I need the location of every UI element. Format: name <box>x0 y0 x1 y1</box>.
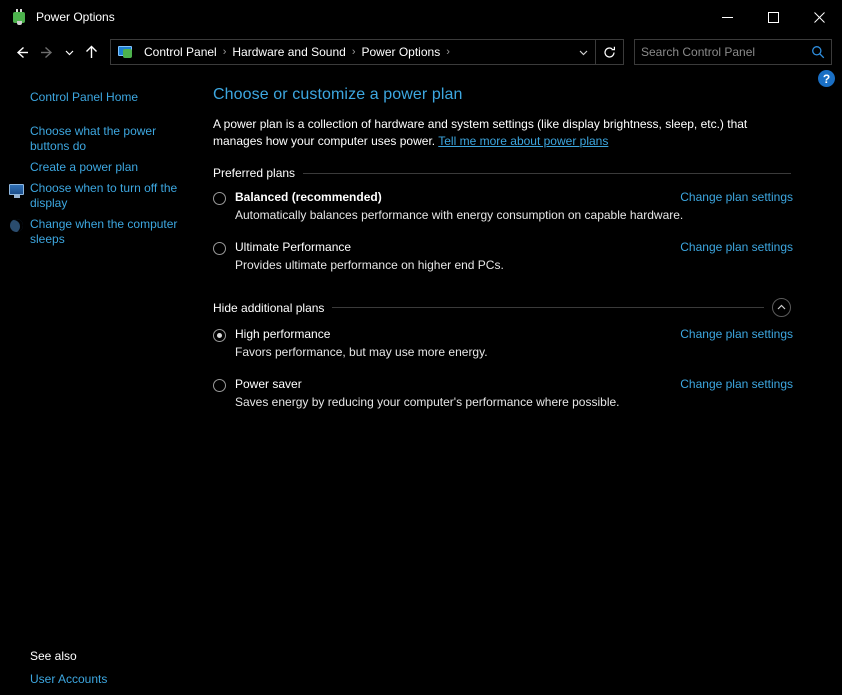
window-controls <box>704 0 842 34</box>
radio-balanced[interactable] <box>213 192 226 205</box>
power-plug-icon <box>11 9 27 25</box>
sidebar-row-power-buttons <box>0 121 213 157</box>
plan-name-ultimate-performance: Ultimate Performance <box>235 240 352 254</box>
minimize-button[interactable] <box>704 0 750 34</box>
change-plan-settings-power-saver[interactable]: Change plan settings <box>680 377 793 391</box>
preferred-plans-label: Preferred plans <box>213 166 296 180</box>
sidebar-item-user-accounts[interactable]: User Accounts <box>30 672 108 686</box>
display-icon <box>9 182 25 198</box>
breadcrumb-separator[interactable]: › <box>222 46 227 58</box>
search-input[interactable] <box>635 45 805 59</box>
see-also-label: See also <box>30 649 77 663</box>
address-bar <box>0 34 842 70</box>
back-arrow-icon[interactable] <box>8 39 34 65</box>
forward-arrow-icon[interactable] <box>34 39 60 65</box>
sidebar-row-computer-sleeps <box>0 214 213 250</box>
sidebar-item-choose-when-to-turn-off-display[interactable]: Choose when to turn off the display <box>30 181 178 210</box>
sidebar-item-choose-what-power-buttons-do[interactable]: Choose what the power buttons do <box>30 124 157 153</box>
breadcrumb-separator[interactable]: › <box>446 46 450 58</box>
page-title: Choose or customize a power plan <box>213 86 463 103</box>
radio-power-saver[interactable] <box>213 379 226 392</box>
title-bar <box>0 0 842 34</box>
plan-row-high-performance[interactable] <box>213 327 793 359</box>
breadcrumb[interactable] <box>110 39 596 65</box>
plan-name-high-performance: High performance <box>235 327 331 341</box>
divider <box>303 173 791 174</box>
plan-description-ultimate-performance: Provides ultimate performance on higher end PCs. <box>235 258 504 272</box>
chevron-up-icon[interactable] <box>772 298 791 317</box>
preferred-plans-header <box>213 166 791 180</box>
breadcrumb-item-control-panel[interactable]: Control Panel <box>144 45 217 59</box>
sidebar <box>0 70 213 693</box>
sidebar-row-turn-off-display <box>0 178 213 214</box>
plan-name-balanced: Balanced (recommended) <box>235 190 382 204</box>
sidebar-item-change-when-computer-sleeps[interactable]: Change when the computer sleeps <box>30 217 178 246</box>
tell-me-more-link[interactable]: Tell me more about power plans <box>438 134 609 148</box>
hide-additional-plans-label: Hide additional plans <box>213 300 325 315</box>
change-plan-settings-high-performance[interactable]: Change plan settings <box>680 327 793 341</box>
breadcrumb-separator[interactable]: › <box>351 46 356 58</box>
breadcrumb-item-hardware-and-sound[interactable]: Hardware and Sound <box>232 45 346 59</box>
sidebar-item-create-a-power-plan[interactable]: Create a power plan <box>30 160 139 174</box>
recent-locations-chevron-down-icon[interactable] <box>60 39 78 65</box>
intro-paragraph: A power plan is a collection of hardware and system settings (like display brightness, sleep, etc.) that manages how your computer uses power. <box>213 117 748 148</box>
change-plan-settings-balanced[interactable]: Change plan settings <box>680 190 793 204</box>
up-arrow-icon[interactable] <box>78 39 104 65</box>
plan-name-power-saver: Power saver <box>235 377 302 391</box>
search-icon[interactable] <box>805 40 831 64</box>
change-plan-settings-ultimate-performance[interactable]: Change plan settings <box>680 240 793 254</box>
refresh-icon[interactable] <box>596 39 624 65</box>
divider <box>332 307 764 308</box>
plan-row-ultimate-performance[interactable] <box>213 240 793 272</box>
control-panel-icon <box>117 44 135 60</box>
plan-description-power-saver: Saves energy by reducing your computer's performance where possible. <box>235 395 620 409</box>
additional-plans-header <box>213 298 791 317</box>
maximize-button[interactable] <box>750 0 796 34</box>
breadcrumb-item-power-options[interactable]: Power Options <box>361 45 441 59</box>
sidebar-item-control-panel-home[interactable]: Control Panel Home <box>30 90 139 104</box>
moon-icon <box>9 218 25 234</box>
plan-description-high-performance: Favors performance, but may use more energy. <box>235 345 488 359</box>
content-area <box>0 70 842 693</box>
search-box[interactable] <box>634 39 832 65</box>
close-button[interactable] <box>796 0 842 34</box>
plan-row-balanced[interactable] <box>213 190 793 222</box>
intro-text <box>213 116 795 150</box>
plan-description-balanced: Automatically balances performance with energy consumption on capable hardware. <box>235 208 684 222</box>
plan-row-power-saver[interactable] <box>213 377 793 409</box>
radio-high-performance[interactable] <box>213 329 226 342</box>
sidebar-row-create-plan <box>0 157 213 178</box>
breadcrumb-chevron-down-icon[interactable] <box>573 41 593 63</box>
main-panel <box>213 70 842 693</box>
window-title: Power Options <box>36 10 115 24</box>
help-icon[interactable]: ? <box>818 70 835 87</box>
radio-ultimate-performance[interactable] <box>213 242 226 255</box>
